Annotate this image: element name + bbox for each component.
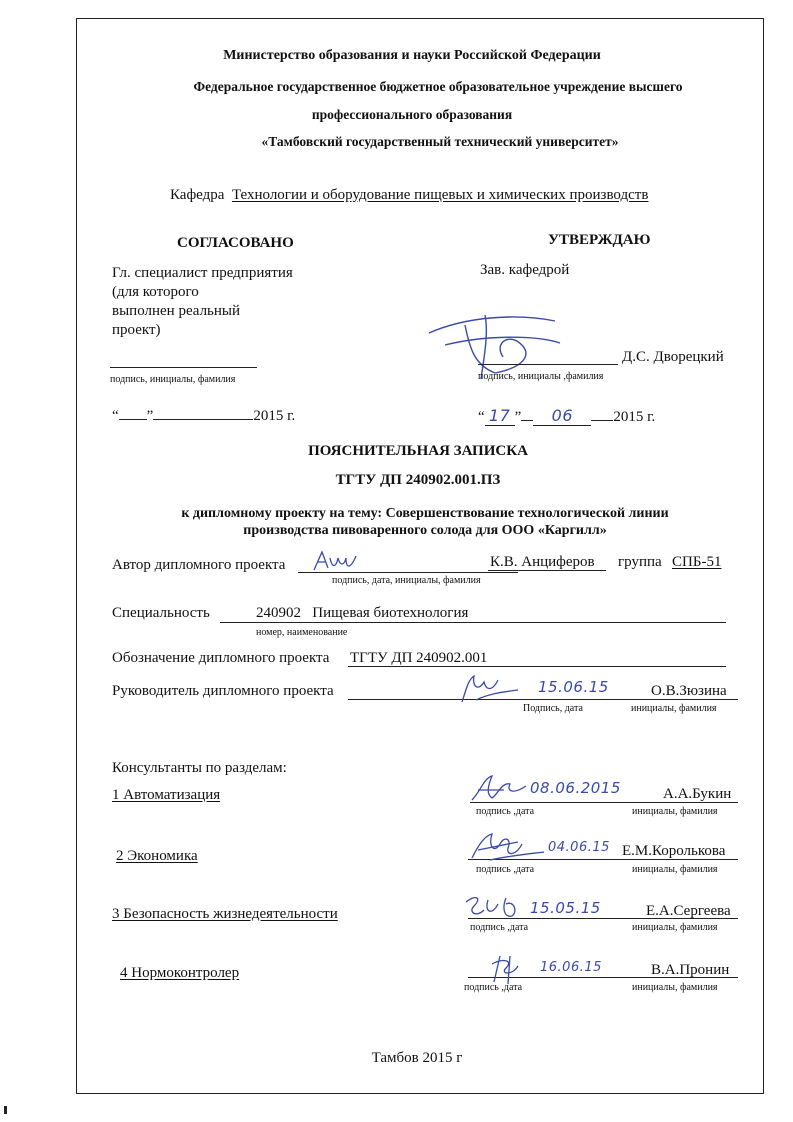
- consultant-caption-name: инициалы, фамилия: [632, 982, 718, 993]
- supervisor-caption-name: инициалы, фамилия: [631, 703, 717, 714]
- specialty-name: Пищевая биотехнология: [312, 605, 469, 621]
- consultant-caption-sign: подпись ,дата: [476, 864, 535, 875]
- supervisor-signature: [458, 672, 522, 706]
- approve-caption: подпись, инициалы ,фамилия: [478, 371, 604, 382]
- author-name: К.В. Анциферов: [490, 554, 595, 570]
- department-label: Кафедра: [170, 187, 225, 203]
- document-title: ПОЯСНИТЕЛЬНАЯ ЗАПИСКА: [308, 443, 528, 459]
- department-line: [170, 187, 648, 204]
- consultant-name: В.А.Пронин: [651, 962, 730, 978]
- consultant-date: 08.06.2015: [530, 779, 621, 797]
- approve-date-month: 06: [533, 406, 591, 426]
- agreed-date: “ ” 2015 г.: [112, 408, 296, 424]
- scan-artifact: [4, 1106, 7, 1114]
- approve-signature-line: [478, 364, 618, 365]
- consultants-heading: Консультанты по разделам:: [112, 760, 287, 776]
- consultant-caption-sign: подпись ,дата: [470, 922, 529, 933]
- consultant-signature: [488, 952, 528, 986]
- institution-line1: Федеральное государственное бюджетное образовательное учреждение высшего: [193, 79, 683, 94]
- city-year: Тамбов 2015 г: [371, 1050, 463, 1066]
- topic-line2: производства пивоваренного солода для ООО «Каргилл»: [243, 523, 607, 538]
- consultant-caption-name: инициалы, фамилия: [632, 806, 718, 817]
- consultant-section: 4 Нормоконтролер: [120, 965, 240, 981]
- document-code: ТГТУ ДП 240902.001.ПЗ: [335, 472, 501, 488]
- consultant-name: А.А.Букин: [663, 786, 732, 802]
- consultant-name: Е.М.Королькова: [622, 843, 726, 859]
- specialty-line: [220, 622, 726, 623]
- agreed-position-line: проект): [112, 322, 161, 338]
- agreed-signature-line: [110, 367, 257, 368]
- consultant-section: 1 Автоматизация: [112, 787, 221, 803]
- department-value: Технологии и оборудование пищевых и химических производств: [231, 187, 649, 203]
- topic-line1: к дипломному проекту на тему: Совершенствование технологической линии: [181, 506, 669, 521]
- group-label: группа: [618, 554, 662, 570]
- specialty-value: [256, 605, 468, 622]
- institution-line2: профессионального образования: [311, 107, 513, 122]
- approve-date-day: 17: [485, 406, 515, 426]
- specialty-code: 240902: [256, 605, 301, 621]
- agreed-position: [112, 264, 293, 340]
- consultant-caption-sign: подпись ,дата: [464, 982, 523, 993]
- specialty-caption: номер, наименование: [256, 627, 348, 638]
- author-name-line: [488, 570, 606, 571]
- supervisor-caption-sign: Подпись, дата: [523, 703, 583, 714]
- consultant-date: 04.06.15: [548, 840, 610, 855]
- consultant-date: 16.06.15: [540, 960, 602, 975]
- ministry-title: Министерство образования и науки Российской Федерации: [223, 48, 601, 63]
- approve-position: Зав. кафедрой: [480, 262, 570, 278]
- agreed-position-line: Гл. специалист предприятия: [112, 265, 293, 281]
- approve-date-year: 2015 г.: [613, 409, 656, 425]
- agreed-position-line: (для которого: [112, 284, 199, 300]
- approve-heading: УТВЕРЖДАЮ: [548, 232, 651, 248]
- author-label: Автор дипломного проекта: [112, 557, 286, 573]
- approve-name: Д.С. Дворецкий: [622, 349, 724, 365]
- designation-value: ТГТУ ДП 240902.001: [350, 650, 488, 666]
- group-value: СПБ-51: [672, 554, 722, 570]
- consultant-caption-name: инициалы, фамилия: [632, 864, 718, 875]
- consultant-name: Е.А.Сергеева: [646, 903, 731, 919]
- agreed-heading: СОГЛАСОВАНО: [177, 235, 294, 251]
- consultant-signature: [470, 772, 530, 806]
- university-name: «Тамбовский государственный технический университет»: [261, 134, 619, 149]
- designation-label: Обозначение дипломного проекта: [112, 650, 330, 666]
- consultant-section: 2 Экономика: [116, 848, 198, 864]
- supervisor-label: Руководитель дипломного проекта: [112, 683, 334, 699]
- consultant-section: 3 Безопасность жизнедеятельности: [112, 906, 338, 922]
- consultant-signature: [468, 830, 548, 864]
- agreed-date-year: 2015 г.: [253, 408, 296, 424]
- agreed-position-line: выполнен реальный: [112, 303, 241, 319]
- author-caption: подпись, дата, инициалы, фамилия: [332, 575, 481, 586]
- specialty-label: Специальность: [112, 605, 210, 621]
- consultant-caption-name: инициалы, фамилия: [632, 922, 718, 933]
- author-signature: [312, 548, 358, 574]
- approve-date: “ 17 ” 06 2015 г.: [478, 406, 656, 425]
- consultant-date: 15.05.15: [530, 899, 601, 917]
- supervisor-name: О.В.Зюзина: [651, 683, 727, 699]
- agreed-caption: подпись, инициалы, фамилия: [110, 374, 236, 385]
- consultant-caption-sign: подпись ,дата: [476, 806, 535, 817]
- consultant-signature: [462, 892, 524, 922]
- supervisor-date: 15.06.15: [538, 678, 609, 696]
